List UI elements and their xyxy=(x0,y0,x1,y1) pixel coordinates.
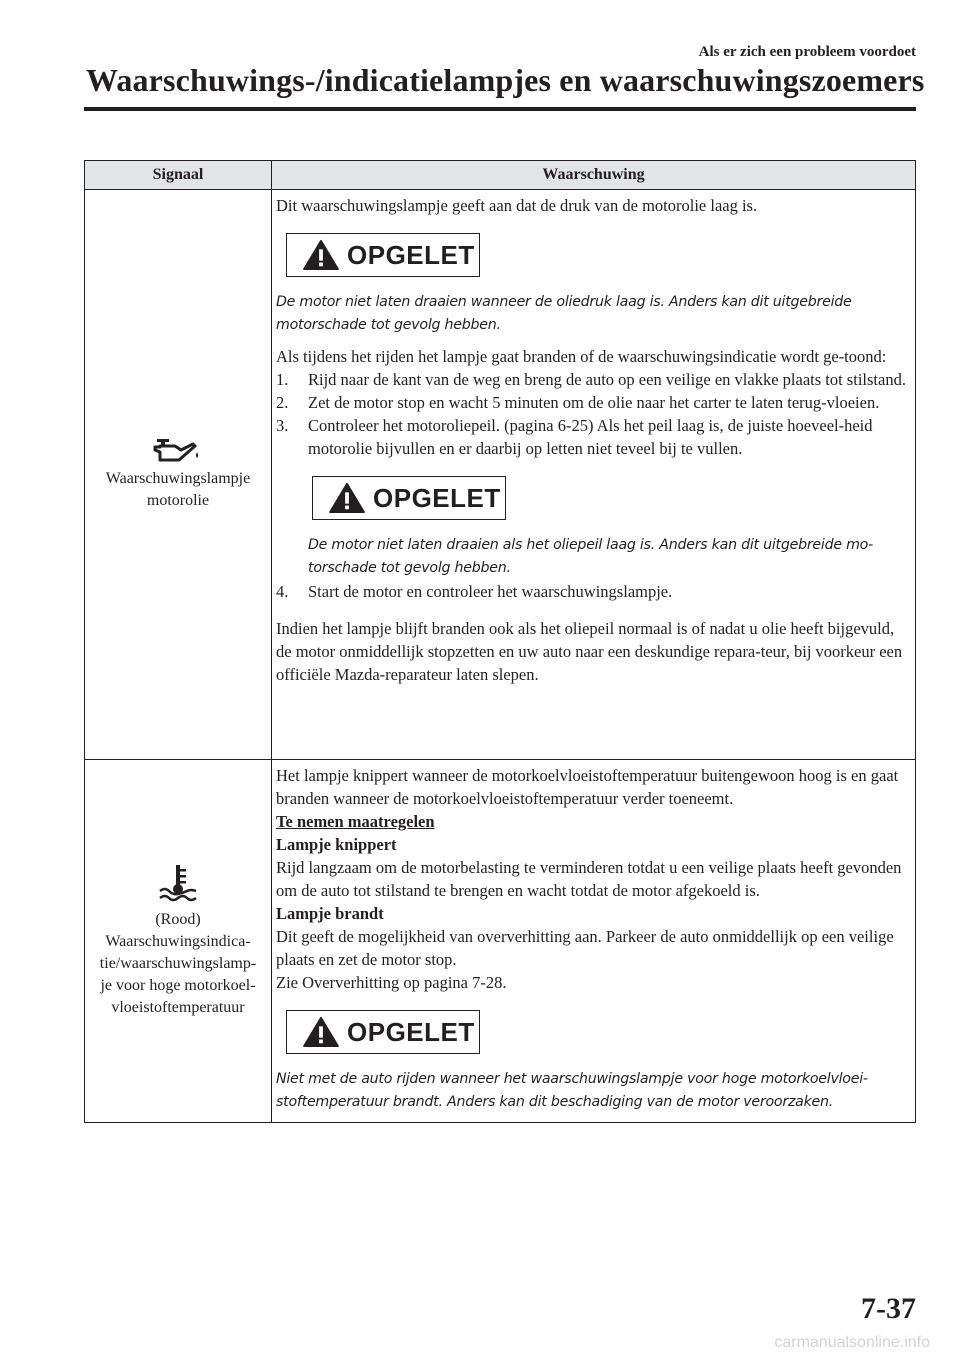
page-title: Waarschuwings-/indicatielampjes en waarschuwingszoemers xyxy=(86,62,925,98)
caution-label: OPGELET xyxy=(347,1016,475,1047)
caution-text: De motor niet laten draaien als het oliepeil laag is. Anders kan dit uitgebreide mo-torschade tot gevolg hebben. xyxy=(308,537,873,576)
table-header-row xyxy=(85,161,916,190)
signal-label: tie/waarschuwingslamp- xyxy=(99,955,257,972)
coolant-temperature-icon xyxy=(158,863,198,903)
page-number: 7-37 xyxy=(861,1292,916,1325)
step-caution xyxy=(276,476,911,580)
watermark: carmanualsonline.info xyxy=(774,1334,930,1351)
step-text: Zet de motor stop en wacht 5 minuten om de olie naar het carter te laten terug-vloeien. xyxy=(308,393,880,412)
caution-label: OPGELET xyxy=(347,239,475,270)
warning-cell xyxy=(272,760,916,1123)
signal-label: Waarschuwingslampje xyxy=(105,469,251,487)
caution-box xyxy=(312,476,506,520)
signal-label: vloeistoftemperatuur xyxy=(111,999,245,1016)
caution-box xyxy=(286,233,480,277)
step-text: Start de motor en controleer het waarschuwingslampje. xyxy=(308,582,673,601)
section-heading: Als er zich een probleem voordoet xyxy=(698,44,916,60)
signal-label: motorolie xyxy=(146,491,210,509)
warning-paragraph: Als tijdens het rijden het lampje gaat branden of de waarschuwingsindicatie wordt ge-toond: xyxy=(276,347,887,366)
step-number: 4. xyxy=(276,582,289,601)
blink-heading: Lampje knippert xyxy=(276,835,397,854)
on-text: Dit geeft de mogelijkheid van oververhitting aan. Parkeer de auto onmiddellijk op een veilige plaats en zet de motor stop. xyxy=(276,927,894,969)
warning-triangle-icon xyxy=(327,482,367,514)
list-item xyxy=(276,391,911,414)
signal-label: je voor hoge motorkoel- xyxy=(100,977,256,994)
see-reference: Zie Oververhitting op pagina 7-28. xyxy=(276,973,507,992)
signal-cell xyxy=(85,190,272,760)
step-text: Rijd naar de kant van de weg en breng de auto op een veilige en vlakke plaats tot stilstand. xyxy=(308,370,906,389)
oil-can-icon xyxy=(153,438,203,464)
caution-box xyxy=(286,1010,480,1054)
step-number: 3. xyxy=(276,416,289,435)
table-row xyxy=(85,760,916,1123)
blink-text: Rijd langzaam om de motorbelasting te verminderen totdat u een veilige plaats heeft gevonden om de auto tot stilstand te brengen en wacht totdat de motor afgekoeld is. xyxy=(276,858,902,900)
actions-heading: Te nemen maatregelen xyxy=(276,812,435,831)
step-number: 1. xyxy=(276,370,289,389)
step-number: 2. xyxy=(276,393,289,412)
table-row xyxy=(85,190,916,760)
signal-label: (Rood) xyxy=(155,911,201,928)
signal-cell xyxy=(85,760,272,1123)
warning-lights-table xyxy=(84,160,916,1123)
warning-triangle-icon xyxy=(301,239,341,271)
warning-cell xyxy=(272,190,916,760)
warning-outro: Indien het lampje blijft branden ook als het oliepeil normaal is of nadat u olie heeft bijgevuld, de motor onmiddellijk stopzetten en uw auto naar een deskundige repara-teur, bij voorkeur een officiële Mazda-reparateur laten slepen. xyxy=(276,619,903,684)
column-header-signal: Signaal xyxy=(85,161,272,190)
caution-text: De motor niet laten draaien wanneer de oliedruk laag is. Anders kan dit uitgebreide motorschade tot gevolg hebben. xyxy=(276,294,852,333)
step-text: Controleer het motoroliepeil. (pagina 6-25) Als het peil laag is, de juiste hoeveel-heid motorolie bijvullen en er daarbij op letten niet teveel bij te vullen. xyxy=(308,416,873,458)
warning-intro: Dit waarschuwingslampje geeft aan dat de druk van de motorolie laag is. xyxy=(276,196,758,215)
on-heading: Lampje brandt xyxy=(276,904,384,923)
column-header-warning: Waarschuwing xyxy=(272,161,916,190)
list-item xyxy=(276,368,911,391)
list-item xyxy=(276,414,911,460)
signal-label: Waarschuwingsindica- xyxy=(105,933,251,950)
title-rule xyxy=(84,107,916,111)
caution-text: Niet met de auto rijden wanneer het waarschuwingslampje voor hoge motorkoelvloei-stoftemperatuur brandt. Anders kan dit beschadiging van de motor veroorzaken. xyxy=(276,1071,868,1110)
warning-triangle-icon xyxy=(301,1016,341,1048)
list-item xyxy=(276,580,911,603)
warning-intro: Het lampje knippert wanneer de motorkoelvloeistoftemperatuur buitengewoon hoog is en gaat branden wanneer de motorkoelvloeistoftemperatuur verder toeneemt. xyxy=(276,766,899,808)
caution-label: OPGELET xyxy=(373,482,501,513)
